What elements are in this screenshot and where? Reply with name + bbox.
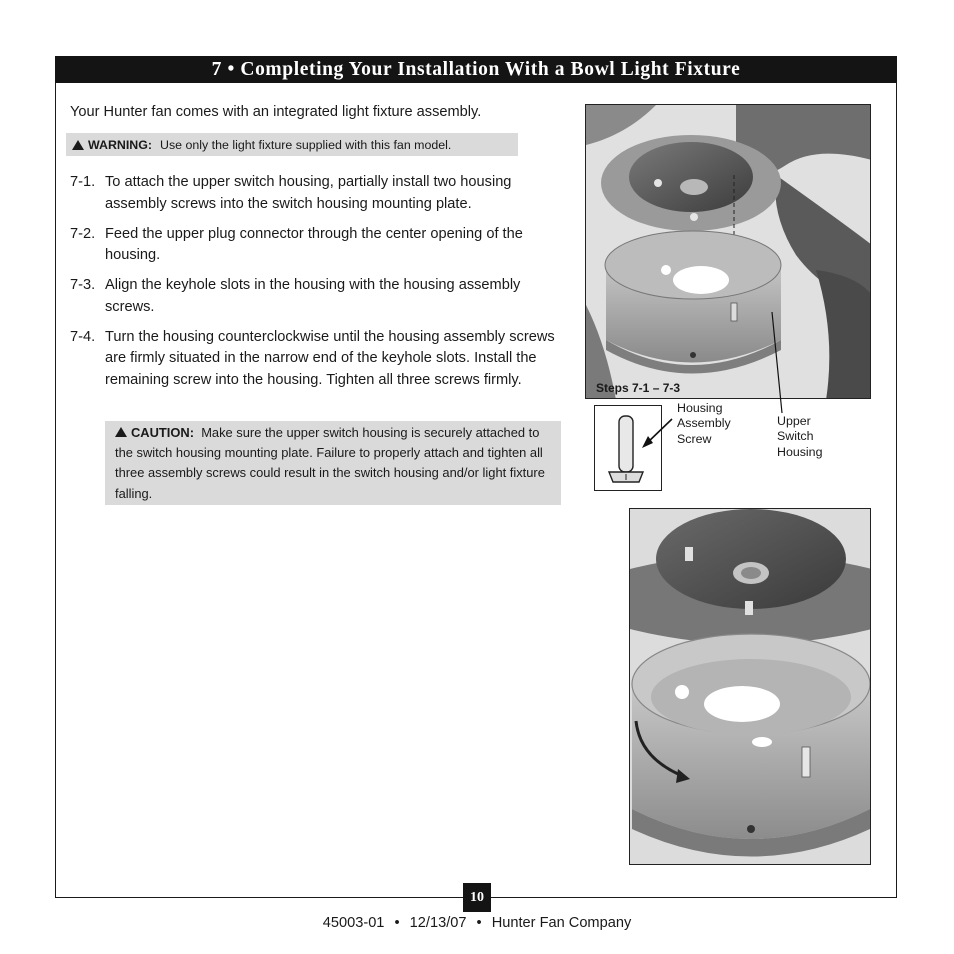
step-item [70, 224, 562, 267]
caution-text: Make sure the upper switch housing is securely attached to the switch housing mounting plate. Failure to properly attach and tighten all three assembly screws could result in the switch housing and/or light fixture falling. [115, 425, 545, 501]
intro-block [70, 102, 562, 124]
step-text: To attach the upper switch housing, partially install two housing assembly screws into the switch housing mounting plate. [105, 174, 512, 212]
step-item [70, 172, 562, 215]
step-number: 7-4. [70, 328, 96, 345]
page-footer [0, 915, 954, 931]
figure-housing-exploded [585, 104, 871, 399]
figure-screw-detail [594, 405, 662, 491]
step-text: Align the keyhole slots in the housing with the housing assembly screws. [105, 277, 521, 315]
section-title-text: 7 • Completing Your Installation With a Bowl Light Fixture [211, 58, 741, 80]
caution-callout [105, 421, 561, 505]
caution-triangle-icon [115, 427, 127, 437]
label-housing-screw: Housing Assembly Screw [677, 401, 731, 446]
warning-label: WARNING: [88, 137, 153, 152]
step-number: 7-1. [70, 174, 96, 190]
housing-rotation-illustration [630, 509, 871, 865]
housing-exploded-illustration [586, 105, 871, 399]
step-number: 7-2. [70, 225, 96, 242]
footer-company: Hunter Fan Company [491, 915, 632, 931]
step-list [70, 172, 562, 400]
caution-label: CAUTION: [131, 425, 195, 440]
step-text: Turn the housing counterclockwise until the housing assembly screws are firmly situated in the narrow end of the keyhole slots. Install the remaining screw into the housing. Tighten all three screws firmly. [105, 328, 555, 388]
step-item [70, 327, 562, 392]
footer-separator: • [476, 915, 482, 931]
screw-illustration [595, 406, 663, 492]
footer-separator: • [394, 915, 400, 931]
caution-label-wrap [115, 425, 194, 440]
warning-text: Use only the light fixture supplied with this fan model. [160, 137, 452, 152]
page-number: 10 [463, 883, 491, 912]
figure-caption: Steps 7-1 – 7-3 [596, 381, 681, 395]
warning-label-wrap [72, 138, 152, 152]
step-number: 7-3. [70, 277, 96, 294]
intro-text: Your Hunter fan comes with an integrated light fixture assembly. [70, 104, 482, 120]
step-text: Feed the upper plug connector through the center opening of the housing. [105, 225, 523, 264]
step-item [70, 275, 562, 318]
figure-housing-rotation [629, 508, 871, 865]
warning-triangle-icon [72, 140, 84, 150]
footer-date: 12/13/07 [409, 915, 467, 931]
footer-doc-number: 45003-01 [322, 915, 385, 931]
warning-callout [66, 133, 518, 156]
section-title [55, 56, 897, 83]
label-upper-housing: Upper Switch Housing [777, 414, 823, 459]
